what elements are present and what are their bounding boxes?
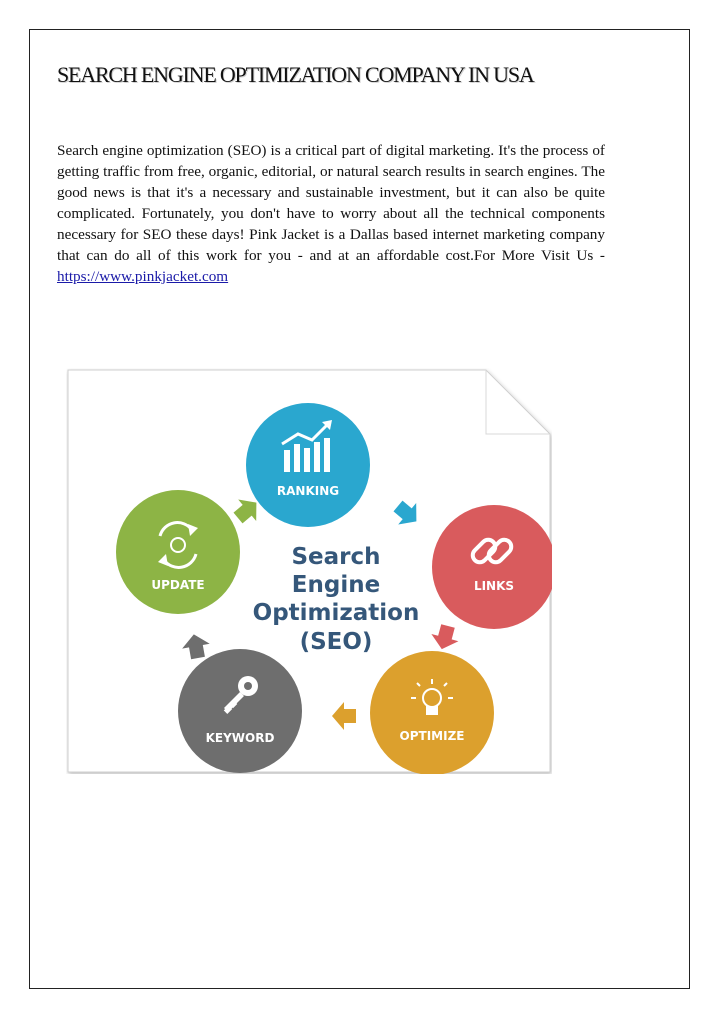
- seo-diagram-image: [66, 368, 552, 774]
- node-label-ranking: RANKING: [276, 484, 340, 498]
- page-title: SEARCH ENGINE OPTIMIZATION COMPANY IN USA: [57, 62, 534, 87]
- node-update: [116, 490, 240, 614]
- center-line-1: Search: [291, 544, 381, 570]
- node-label-update: UPDATE: [151, 578, 205, 592]
- node-ranking: [246, 403, 370, 527]
- node-label-keyword: KEYWORD: [205, 731, 275, 745]
- center-line-4: (SEO): [299, 629, 373, 655]
- center-line-2: Engine: [291, 572, 381, 598]
- node-label-optimize: OPTIMIZE: [399, 729, 465, 743]
- node-keyword: [178, 649, 302, 773]
- paragraph-text: Search engine optimization (SEO) is a critical part of digital marketing. It's the process of getting traffic from free, organic, editorial, or natural search results in search engines. The good news is that it's a necessary and sustainable investment, but it can also be quite complicated. Fortunately, you don't have to worry about all the technical components necessary for SEO these days! Pink Jacket is a Dallas based internet marketing company that can do all of this work for you - and at an affordable cost.For More Visit Us -: [57, 142, 605, 264]
- center-line-3: Optimization: [252, 600, 420, 626]
- node-circle: [432, 505, 552, 629]
- node-links: [432, 505, 552, 629]
- node-circle: [178, 649, 302, 773]
- node-optimize: [370, 651, 494, 774]
- node-label-links: LINKS: [473, 579, 515, 593]
- website-link[interactable]: https://www.pinkjacket.com: [57, 268, 229, 285]
- intro-paragraph: [57, 140, 605, 287]
